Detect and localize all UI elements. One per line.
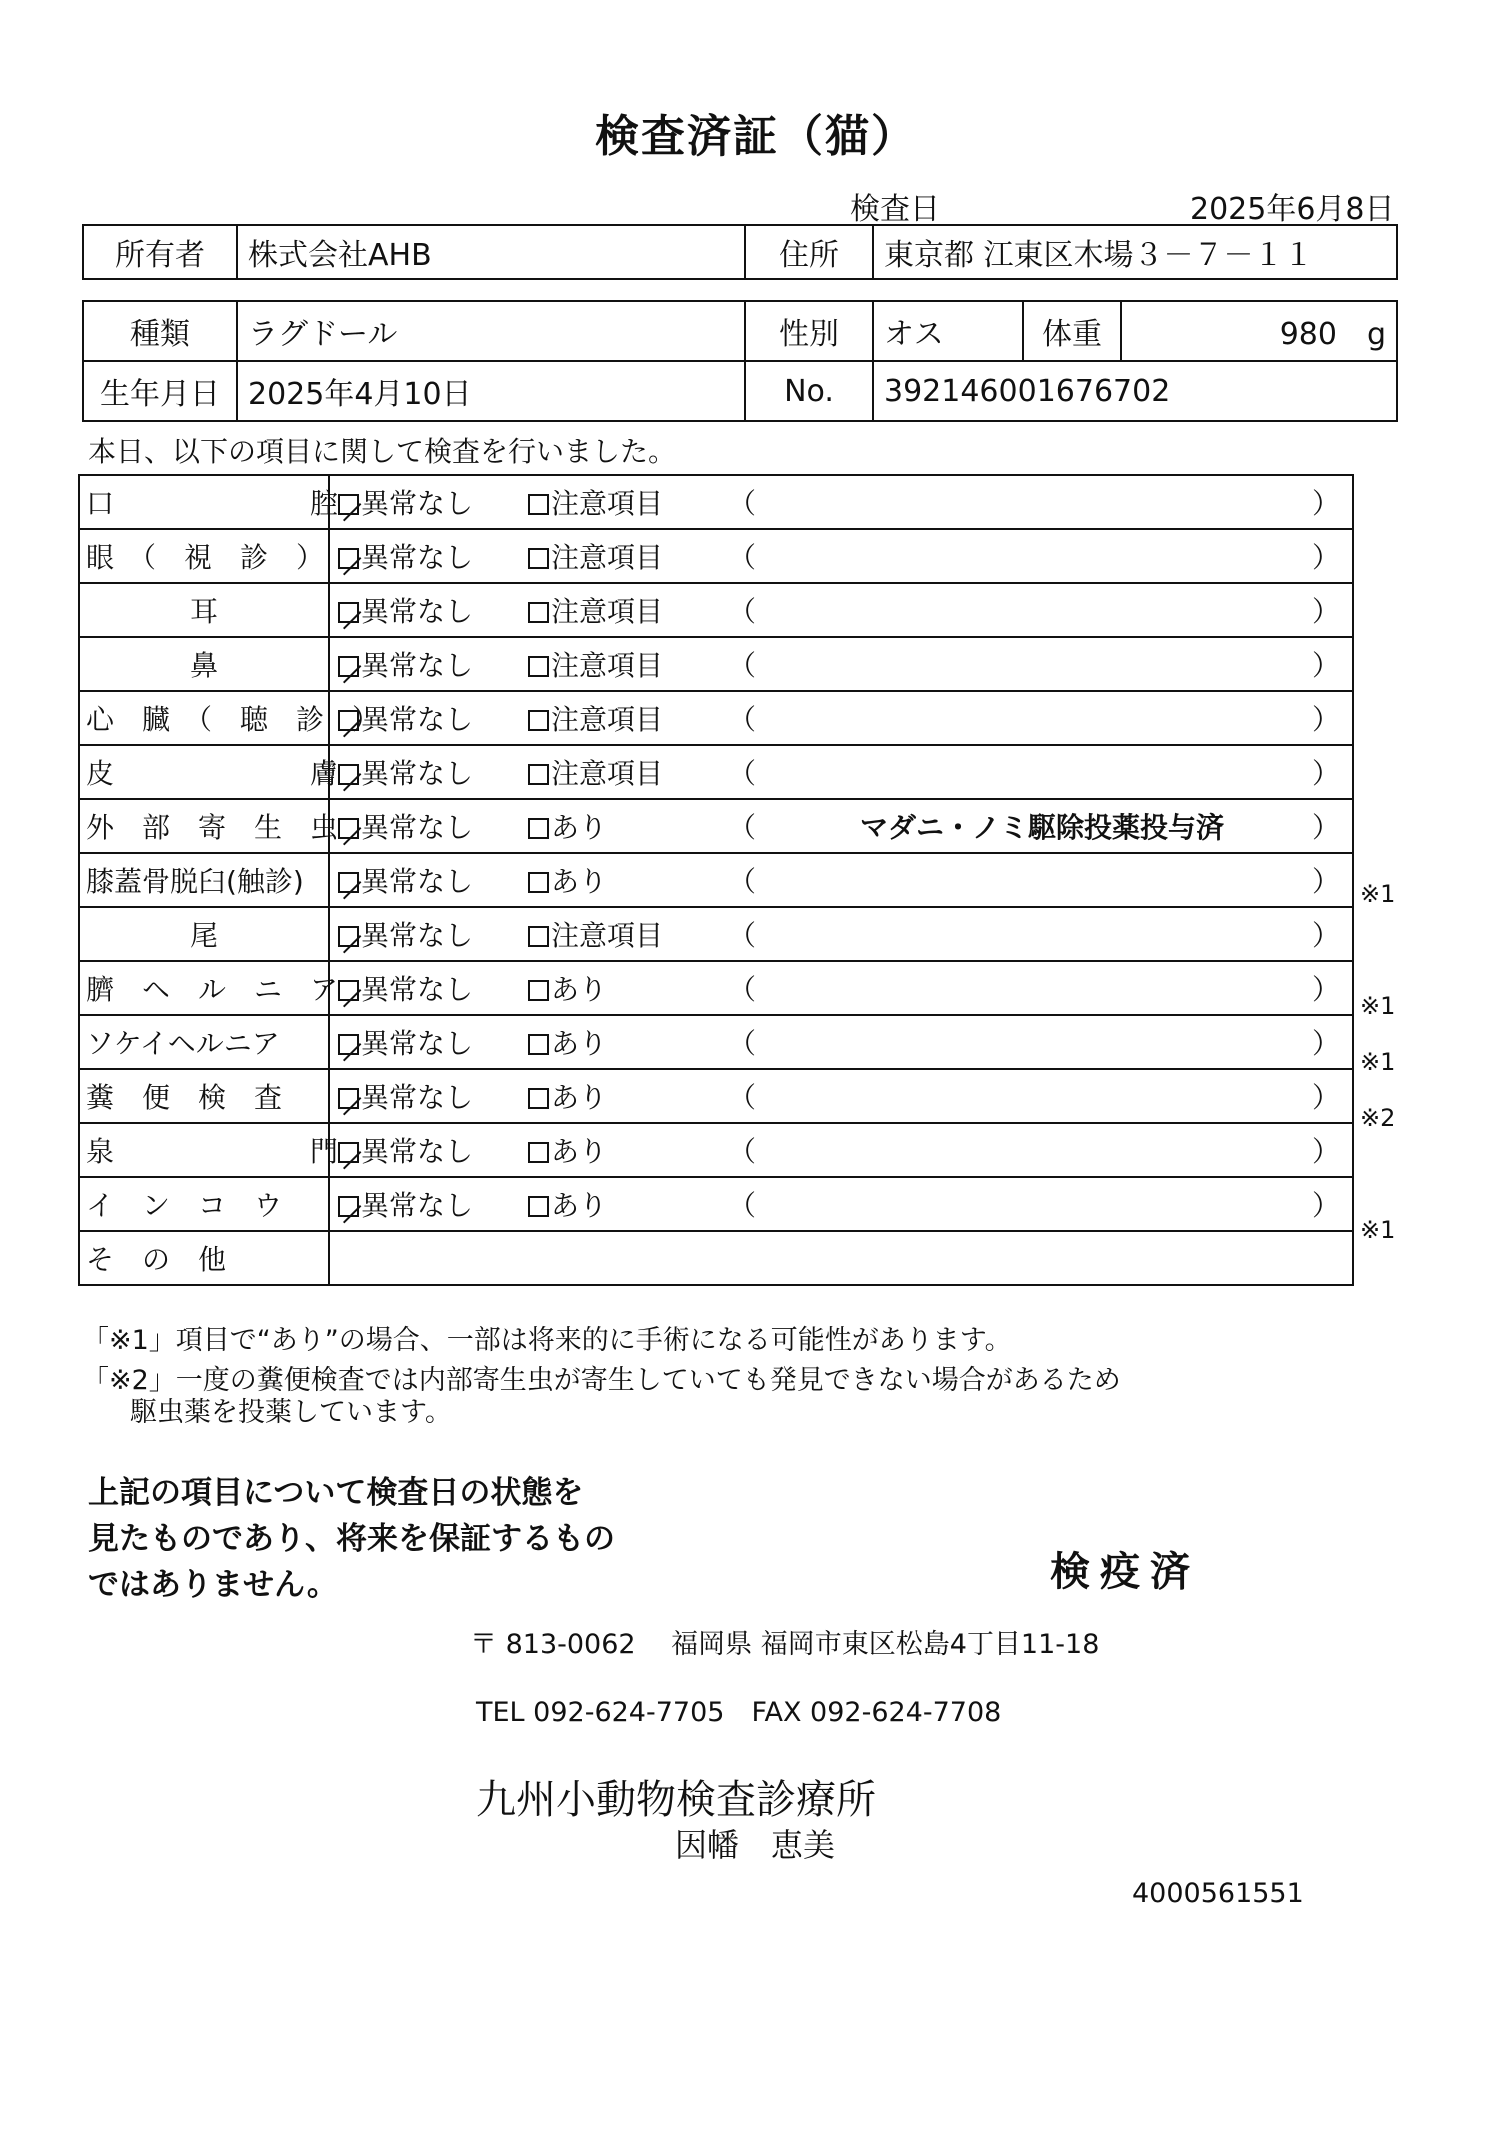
checkbox-icon[interactable] <box>528 602 549 623</box>
option-label: あり <box>551 1189 608 1222</box>
option-finding <box>528 536 728 576</box>
checkbox-checked-icon[interactable] <box>338 980 359 1001</box>
weight-value: 980 g <box>1121 301 1397 361</box>
quarantine-stamp: 検疫済 <box>1050 1549 1200 1595</box>
exam-result <box>329 745 1353 799</box>
paren-close: ） <box>1312 1081 1341 1114</box>
checkbox-checked-icon[interactable] <box>338 710 359 731</box>
paren-close: ） <box>1312 865 1341 898</box>
breed-value: ラグドール <box>237 301 745 361</box>
exam-item-label: そ の 他 <box>79 1231 329 1285</box>
option-no-abnormality <box>338 860 528 900</box>
exam-row <box>79 583 1353 637</box>
exam-item-label: 尾 <box>79 907 329 961</box>
exam-date-label: 検査日 <box>850 192 940 227</box>
paren-close: ） <box>1312 757 1341 790</box>
option-finding <box>528 1076 728 1116</box>
owner-label: 所有者 <box>83 225 237 279</box>
option-label: あり <box>551 1135 608 1168</box>
paren-open: （ <box>728 811 757 844</box>
option-no-abnormality <box>338 1022 528 1062</box>
option-finding <box>528 968 728 1008</box>
paren-close: ） <box>1312 1189 1341 1222</box>
paren-close: ） <box>1312 703 1341 736</box>
checkbox-checked-icon[interactable] <box>338 1142 359 1163</box>
paren-close: ） <box>1312 811 1341 844</box>
checkbox-checked-icon[interactable] <box>338 926 359 947</box>
checkbox-checked-icon[interactable] <box>338 1034 359 1055</box>
option-no-abnormality <box>338 806 528 846</box>
no-label: No. <box>745 361 873 421</box>
exam-item-label: 鼻 <box>79 637 329 691</box>
checkbox-icon[interactable] <box>528 1196 549 1217</box>
option-label: 異常なし <box>361 811 474 844</box>
paren-open: （ <box>728 703 757 736</box>
exam-result <box>329 1069 1353 1123</box>
option-finding <box>528 752 728 792</box>
address-value: 東京都 江東区木場３－７－１１ <box>873 225 1397 279</box>
paren-open: （ <box>728 1081 757 1114</box>
exam-result <box>329 799 1353 853</box>
checkbox-checked-icon[interactable] <box>338 1088 359 1109</box>
checkbox-checked-icon[interactable] <box>338 872 359 893</box>
checkbox-checked-icon[interactable] <box>338 764 359 785</box>
option-label: あり <box>551 1081 608 1114</box>
clinic-name: 九州小動物検査診療所 <box>476 1777 876 1823</box>
exam-item-label: 臍 ヘ ル ニ ア <box>79 961 329 1015</box>
exam-result <box>329 691 1353 745</box>
option-label: あり <box>551 1027 608 1060</box>
paren-close: ） <box>1312 487 1341 520</box>
exam-item-label: 糞 便 検 査 <box>79 1069 329 1123</box>
checkbox-icon[interactable] <box>528 818 549 839</box>
paren-close: ） <box>1312 919 1341 952</box>
clinic-address: 〒 813-0062 福岡県 福岡市東区松島4丁目11-18 <box>470 1629 1100 1660</box>
animal-table <box>82 300 1398 422</box>
exam-row <box>79 907 1353 961</box>
option-label: 異常なし <box>361 1081 474 1114</box>
checkbox-icon[interactable] <box>528 548 549 569</box>
option-label: 異常なし <box>361 1027 474 1060</box>
option-no-abnormality <box>338 968 528 1008</box>
paren-open: （ <box>728 649 757 682</box>
option-no-abnormality <box>338 914 528 954</box>
exam-result <box>329 1015 1353 1069</box>
exam-item-label: ソケイヘルニア <box>79 1015 329 1069</box>
option-label: あり <box>551 811 608 844</box>
option-no-abnormality <box>338 1130 528 1170</box>
exam-result <box>329 907 1353 961</box>
paren-open: （ <box>728 487 757 520</box>
option-finding <box>528 590 728 630</box>
paren-close: ） <box>1312 649 1341 682</box>
exam-item-label: 膝蓋骨脱臼(触診) <box>79 853 329 907</box>
exam-table <box>78 474 1354 1286</box>
exam-row <box>79 799 1353 853</box>
paren-open: （ <box>728 541 757 574</box>
checkbox-icon[interactable] <box>528 980 549 1001</box>
option-label: あり <box>551 973 608 1006</box>
checkbox-icon[interactable] <box>528 494 549 515</box>
option-finding <box>528 644 728 684</box>
sex-label: 性別 <box>745 301 873 361</box>
reference-mark: ※1 <box>1360 992 1396 1020</box>
option-label: あり <box>551 865 608 898</box>
clinic-tel: TEL 092-624-7705 FAX 092-624-7708 <box>476 1697 1002 1728</box>
option-label: 異常なし <box>361 595 474 628</box>
option-label: 異常なし <box>361 973 474 1006</box>
option-finding <box>528 914 728 954</box>
option-label: 異常なし <box>361 703 474 736</box>
option-finding <box>528 860 728 900</box>
reference-mark: ※2 <box>1360 1104 1396 1132</box>
checkbox-icon[interactable] <box>528 1034 549 1055</box>
exam-result <box>329 1231 1353 1285</box>
no-value: 392146001676702 <box>873 361 1397 421</box>
paren-close: ） <box>1312 1027 1341 1060</box>
option-label: 注意項目 <box>551 649 664 682</box>
disclaimer <box>88 1470 708 1608</box>
checkbox-checked-icon[interactable] <box>338 656 359 677</box>
checkbox-checked-icon[interactable] <box>338 548 359 569</box>
option-label: 異常なし <box>361 649 474 682</box>
option-no-abnormality <box>338 536 528 576</box>
checkbox-checked-icon[interactable] <box>338 818 359 839</box>
option-label: 注意項目 <box>551 487 664 520</box>
option-no-abnormality <box>338 1076 528 1116</box>
footnote-1: 「※1」項目で“あり”の場合、一部は将来的に手術になる可能性があります。 <box>82 1325 1012 1356</box>
address-label: 住所 <box>745 225 873 279</box>
checkbox-checked-icon[interactable] <box>338 602 359 623</box>
exam-result <box>329 853 1353 907</box>
reference-mark: ※1 <box>1360 1216 1396 1244</box>
option-finding <box>528 806 728 846</box>
clinic-person: 因幡 恵美 <box>675 1826 836 1864</box>
option-finding <box>528 482 728 522</box>
option-label: 異常なし <box>361 919 474 952</box>
checkbox-icon[interactable] <box>528 1088 549 1109</box>
option-label: 異常なし <box>361 865 474 898</box>
exam-date-value: 2025年6月8日 <box>1190 192 1395 227</box>
exam-row <box>79 529 1353 583</box>
checkbox-icon[interactable] <box>528 764 549 785</box>
exam-row <box>79 475 1353 529</box>
paren-open: （ <box>728 595 757 628</box>
exam-item-label: 眼 （ 視 診 ） <box>79 529 329 583</box>
reference-mark: ※1 <box>1360 880 1396 908</box>
checkbox-icon[interactable] <box>528 1142 549 1163</box>
checkbox-icon[interactable] <box>528 926 549 947</box>
option-label: 異常なし <box>361 1189 474 1222</box>
disclaimer-line: 見たものであり、将来を保証するもの <box>88 1521 615 1557</box>
disclaimer-line: 上記の項目について検査日の状態を <box>88 1475 584 1511</box>
exam-row-other <box>79 1231 1353 1285</box>
option-finding <box>528 1184 728 1224</box>
exam-result <box>329 961 1353 1015</box>
exam-result <box>329 475 1353 529</box>
option-finding <box>528 698 728 738</box>
birth-value: 2025年4月10日 <box>237 361 745 421</box>
paren-open: （ <box>728 1027 757 1060</box>
option-label: 異常なし <box>361 541 474 574</box>
checkbox-checked-icon[interactable] <box>338 494 359 515</box>
exam-item-label: 皮 膚 <box>79 745 329 799</box>
option-label: 注意項目 <box>551 919 664 952</box>
checkbox-icon[interactable] <box>528 710 549 731</box>
option-label: 注意項目 <box>551 757 664 790</box>
paren-close: ） <box>1312 973 1341 1006</box>
exam-row <box>79 1123 1353 1177</box>
paren-close: ） <box>1312 1135 1341 1168</box>
exam-result <box>329 529 1353 583</box>
option-label: 注意項目 <box>551 703 664 736</box>
option-label: 異常なし <box>361 487 474 520</box>
paren-open: （ <box>728 757 757 790</box>
reference-mark: ※1 <box>1360 1048 1396 1076</box>
owner-value: 株式会社AHB <box>237 225 745 279</box>
exam-item-label: 耳 <box>79 583 329 637</box>
exam-item-label: 心 臓 （ 聴 診 ） <box>79 691 329 745</box>
option-label: 異常なし <box>361 1135 474 1168</box>
option-finding <box>528 1130 728 1170</box>
exam-note: マダニ・ノミ駆除投薬投与済 <box>859 811 1224 844</box>
owner-table <box>82 224 1398 280</box>
exam-row <box>79 1069 1353 1123</box>
exam-result <box>329 637 1353 691</box>
option-label: 注意項目 <box>551 541 664 574</box>
sex-value: オス <box>873 301 1023 361</box>
paren-open: （ <box>728 919 757 952</box>
checkbox-icon[interactable] <box>528 656 549 677</box>
exam-row <box>79 853 1353 907</box>
birth-label: 生年月日 <box>83 361 237 421</box>
option-no-abnormality <box>338 590 528 630</box>
exam-result <box>329 1123 1353 1177</box>
exam-item-label: 泉 門 <box>79 1123 329 1177</box>
paren-open: （ <box>728 973 757 1006</box>
exam-item-label: 口 腔 <box>79 475 329 529</box>
option-no-abnormality <box>338 752 528 792</box>
checkbox-icon[interactable] <box>528 872 549 893</box>
exam-row <box>79 637 1353 691</box>
exam-row <box>79 691 1353 745</box>
exam-row <box>79 745 1353 799</box>
exam-item-label: イ ン コ ウ <box>79 1177 329 1231</box>
paren-close: ） <box>1312 541 1341 574</box>
paren-open: （ <box>728 1135 757 1168</box>
paren-open: （ <box>728 1189 757 1222</box>
option-no-abnormality <box>338 644 528 684</box>
exam-row <box>79 1015 1353 1069</box>
page-title: 検査済証（猫） <box>595 111 917 162</box>
paren-close: ） <box>1312 595 1341 628</box>
option-no-abnormality <box>338 482 528 522</box>
checkbox-checked-icon[interactable] <box>338 1196 359 1217</box>
option-no-abnormality <box>338 1184 528 1224</box>
exam-result <box>329 1177 1353 1231</box>
intro-text: 本日、以下の項目に関して検査を行いました。 <box>88 435 677 468</box>
disclaimer-line: ではありません。 <box>88 1567 338 1603</box>
exam-result <box>329 583 1353 637</box>
footnote-2-continued: 駆虫薬を投薬しています。 <box>130 1397 452 1428</box>
exam-item-label: 外 部 寄 生 虫 <box>79 799 329 853</box>
option-finding <box>528 1022 728 1062</box>
option-label: 異常なし <box>361 757 474 790</box>
breed-label: 種類 <box>83 301 237 361</box>
option-no-abnormality <box>338 698 528 738</box>
serial-number: 4000561551 <box>1132 1878 1304 1909</box>
paren-open: （ <box>728 865 757 898</box>
footnote-2: 「※2」一度の糞便検査では内部寄生虫が寄生していても発見できない場合があるため <box>82 1365 1121 1396</box>
option-label: 注意項目 <box>551 595 664 628</box>
weight-label: 体重 <box>1023 301 1121 361</box>
exam-row <box>79 1177 1353 1231</box>
exam-row <box>79 961 1353 1015</box>
